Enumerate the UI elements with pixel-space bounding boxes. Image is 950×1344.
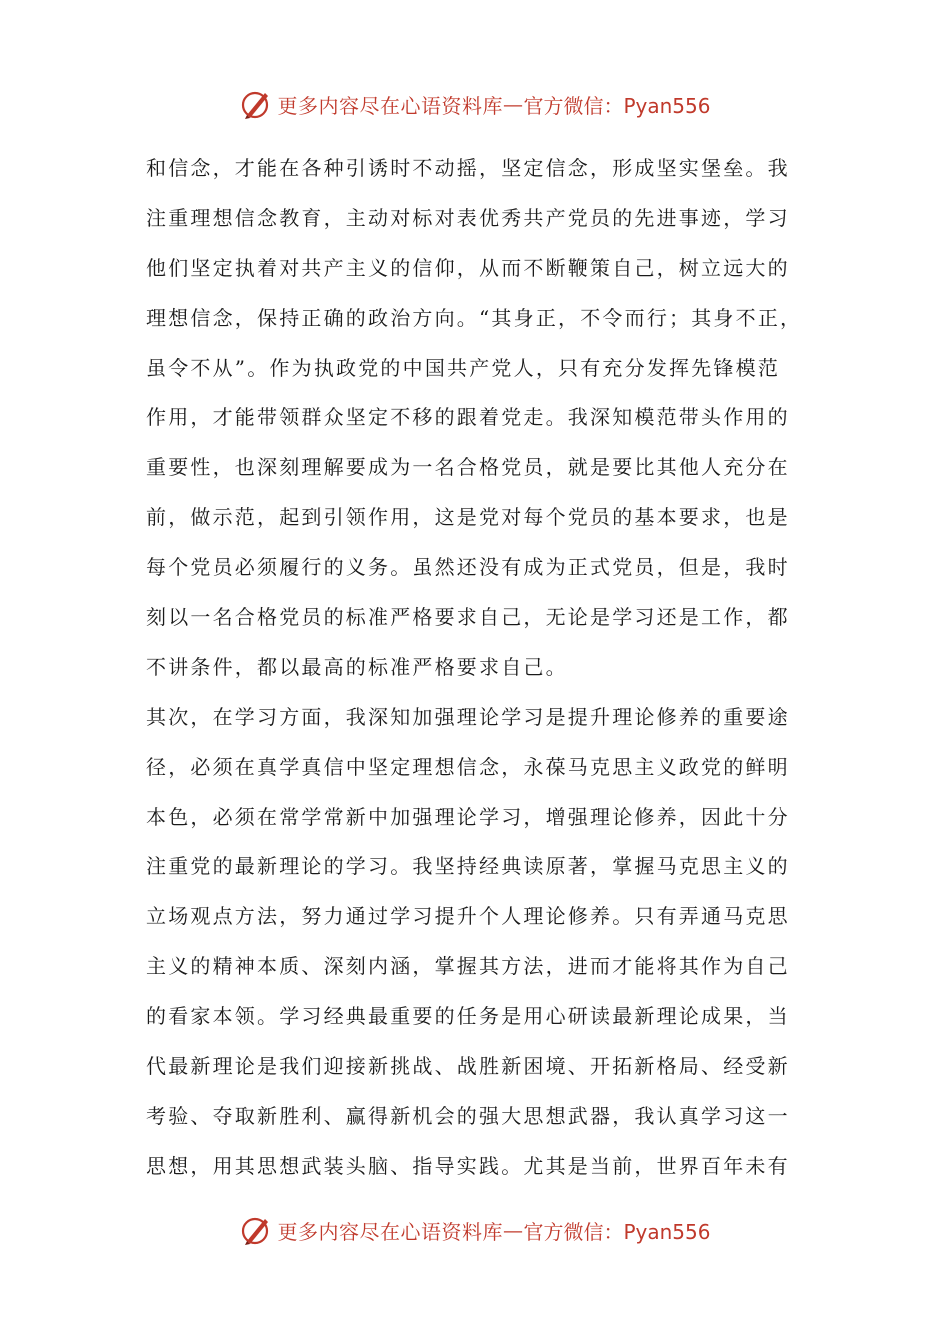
body-line: 的看家本领。学习经典最重要的任务是用心研读最新理论成果，当 [146,1004,790,1029]
body-line: 考验、夺取新胜利、赢得新机会的强大思想武器，我认真学习这一 [146,1103,790,1128]
footer-separator: — [502,1218,524,1242]
body-line: 前，做示范，起到引领作用，这是党对每个党员的基本要求，也是 [146,505,790,530]
pen-circle-logo-icon [239,1213,273,1247]
body-line: 虽令不从”。作为执政党的中国共产党人，只有充分发挥先锋模范 [146,355,781,380]
footer-banner [0,1210,950,1250]
body-line: 立场观点方法，努力通过学习提升个人理论修养。只有弄通马克思 [146,904,790,929]
body-line: 本色，必须在常学常新中加强理论学习，增强理论修养，因此十分 [146,804,790,829]
body-line: 主义的精神本质、深刻内涵，掌握其方法，进而才能将其作为自己 [146,954,790,979]
body-line: 重要性，也深刻理解要成为一名合格党员，就是要比其他人充分在 [146,455,790,480]
header-wechat-text: 官方微信：Pyan556 [523,93,711,118]
body-line: 作用，才能带领群众坚定不移的跟着党走。我深知模范带头作用的 [146,405,790,430]
body-line: 思想，用其思想武装头脑、指导实践。尤其是当前，世界百年未有 [146,1153,790,1178]
body-line: 和信念，才能在各种引诱时不动摇，坚定信念，形成坚实堡垒。我 [146,156,790,180]
header-brand-text: 更多内容尽在心语资料库 [277,93,503,118]
header-separator: — [502,92,524,116]
body-line: 其次，在学习方面，我深知加强理论学习是提升理论修养的重要途 [146,704,790,729]
body-line: 径，必须在真学真信中坚定理想信念，永葆马克思主义政党的鲜明 [146,754,790,779]
body-line: 代最新理论是我们迎接新挑战、战胜新困境、开拓新格局、经受新 [146,1054,790,1079]
body-line: 注重理想信念教育，主动对标对表优秀共产党员的先进事迹，学习 [146,205,790,230]
header-banner [0,84,950,124]
body-line: 理想信念，保持正确的政治方向。“其身正，不令而行；其身不正， [146,305,803,330]
footer-brand-text: 更多内容尽在心语资料库 [277,1219,503,1244]
body-line: 每个党员必须履行的义务。虽然还没有成为正式党员，但是，我时 [146,555,790,580]
pen-circle-logo-icon [239,87,273,121]
footer-wechat-text: 官方微信：Pyan556 [523,1219,711,1244]
body-line: 刻以一名合格党员的标准严格要求自己，无论是学习还是工作，都 [146,605,790,630]
body-line: 他们坚定执着对共产主义的信仰，从而不断鞭策自己，树立远大的 [146,255,790,280]
body-line: 不讲条件，都以最高的标准严格要求自己。 [146,654,568,679]
body-line: 注重党的最新理论的学习。我坚持经典读原著，掌握马克思主义的 [146,854,790,879]
document-body [146,144,818,1192]
